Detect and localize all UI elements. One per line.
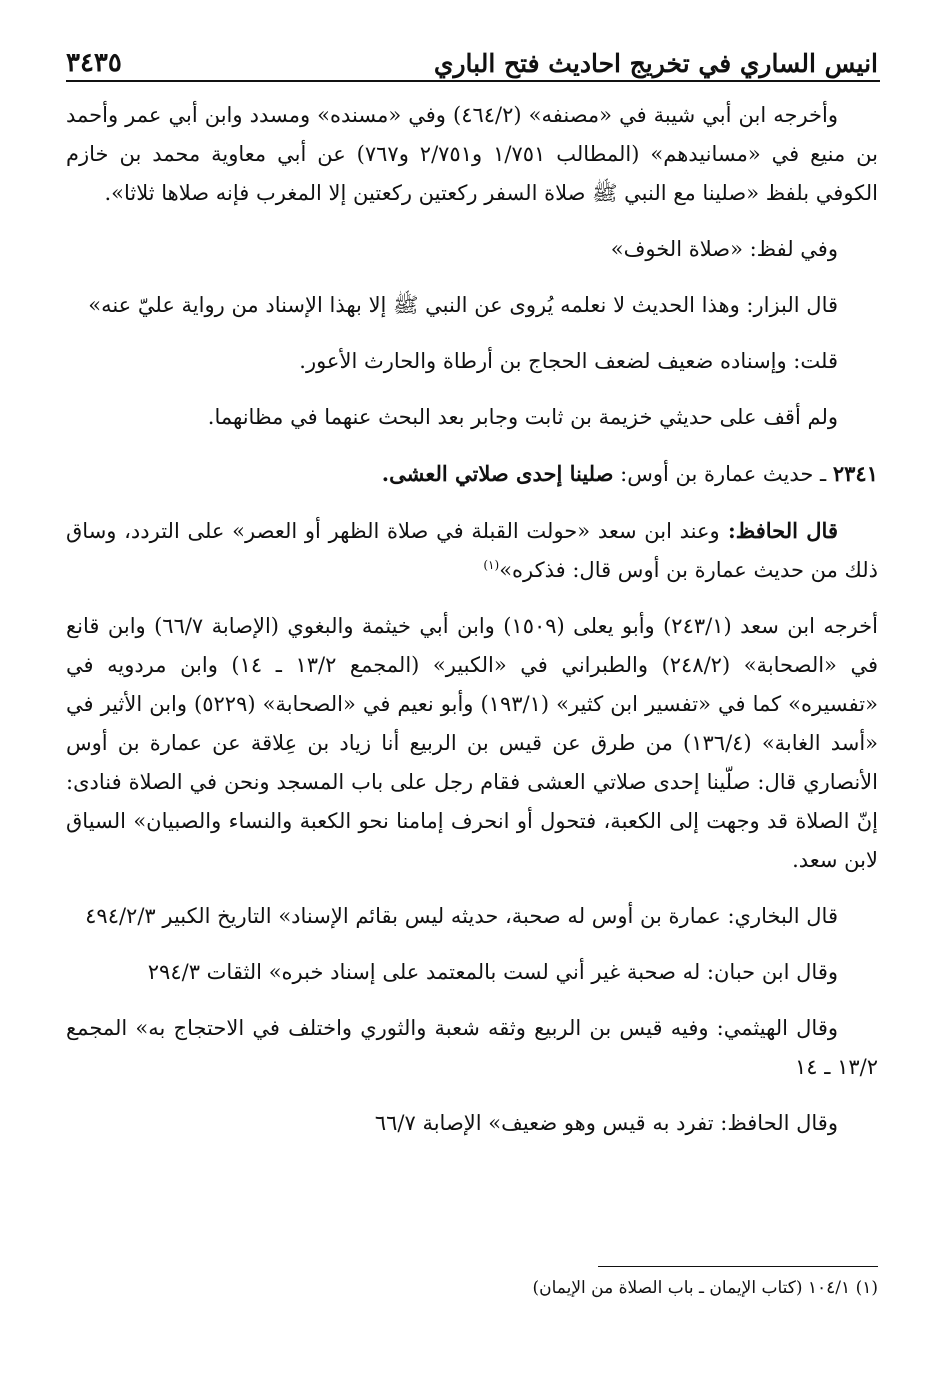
paragraph-bazzar: قال البزار: وهذا الحديث لا نعلمه يُروى عن النبي ﷺ إلا بهذا الإسناد من رواية عليّ عنه»	[88, 293, 838, 317]
book-title: انيس الساري في تخريج احاديث فتح الباري	[433, 49, 878, 78]
header-rule	[66, 80, 880, 82]
paragraph-qal-al-hafiz	[66, 511, 878, 590]
running-header	[66, 30, 878, 78]
paragraph-salat-al-khawf: وفي لفظ: «صلاة الخوف»	[610, 237, 838, 261]
paragraph-takhrij-ibn-abi-shaybah: وأخرجه ابن أبي شيبة في «مصنفه» (٤٦٤/٢) وفي «مسنده» ومسدد وابن أبي عمر وأحمد بن منيع في «مسانيدهم» (المطالب ١/٧٥١ و٢/٧٥١ و٧٦٧) عن أبي معاوية محمد بن خازم الكوفي بلفظ «صلينا مع النبي ﷺ صلاة السفر ركعتين ركعتين إلا المغرب فإنه صلاها ثلاثا».	[66, 103, 878, 205]
footnote-reference: (١)	[483, 558, 500, 572]
footnote-rule	[598, 1266, 878, 1267]
paragraph-bukhari: قال البخاري: عمارة بن أوس له صحبة، حديثه ليس بقائم الإسناد» التاريخ الكبير ٤٩٤/٢/٣	[85, 904, 838, 928]
hadith-title: صلينا إحدى صلاتي العشى.	[381, 461, 614, 486]
hafiz-label: قال الحافظ:	[719, 518, 838, 543]
hadith-intro: ـ حديث عمارة بن أوس:	[613, 462, 833, 486]
paragraph-haythami: وقال الهيثمي: وفيه قيس بن الربيع وثقه شعبة والثوري واختلف في الاحتجاج به» المجمع ١٣/٢ ـ ١٤	[66, 1016, 878, 1079]
footnote: (١) ١٠٤/١ (كتاب الإيمان ـ باب الصلاة من الإيمان)	[532, 1278, 878, 1298]
hafiz-text: وعند ابن سعد «حولت القبلة في صلاة الظهر أو العصر» على التردد، وساق ذلك من حديث عمارة بن أوس قال: فذكره»	[66, 519, 878, 582]
hadith-number: ٢٣٤١	[832, 461, 878, 486]
page-number: ٣٤٣٥	[66, 48, 122, 78]
main-text	[66, 96, 878, 1160]
paragraph-takhrij-ibn-saad: أخرجه ابن سعد (٢٤٣/١) وأبو يعلى (١٥٠٩) وابن أبي خيثمة والبغوي (الإصابة ٦٦/٧) وابن قانع في «الصحابة» (٢٤٨/٢) والطبراني في «الكبير» (المجمع ١٣/٢ ـ ١٤) وابن مردويه في «تفسيره» كما في «تفسير ابن كثير» (١٩٣/١) وأبو نعيم في «الصحابة» (٥٢٢٩) وابن الأثير في «أسد الغابة» (١٣٦/٤) من طرق عن قيس بن الربيع أنا زياد بن عِلاقة عن عمارة بن أوس الأنصاري قال: صلّينا إحدى صلاتي العشى فقام رجل على باب المسجد ونحن في الصلاة فنادى: إنّ الصلاة قد وجهت إلى الكعبة، فتحول أو انحرف إمامنا نحو الكعبة والنساء والصبيان» السياق لابن سعد.	[66, 614, 878, 872]
hadith-heading	[66, 454, 878, 494]
paragraph-isnad-daif: قلت: وإسناده ضعيف لضعف الحجاج بن أرطاة والحارث الأعور.	[299, 349, 838, 373]
paragraph-hafiz-isabah: وقال الحافظ: تفرد به قيس وهو ضعيف» الإصابة ٦٦/٧	[374, 1111, 838, 1135]
paragraph-lam-aqif: ولم أقف على حديثي خزيمة بن ثابت وجابر بعد البحث عنهما في مظانهما.	[207, 405, 838, 429]
paragraph-ibn-hibban: وقال ابن حبان: له صحبة غير أني لست بالمعتمد على إسناد خبره» الثقات ٢٩٤/٣	[147, 960, 838, 984]
